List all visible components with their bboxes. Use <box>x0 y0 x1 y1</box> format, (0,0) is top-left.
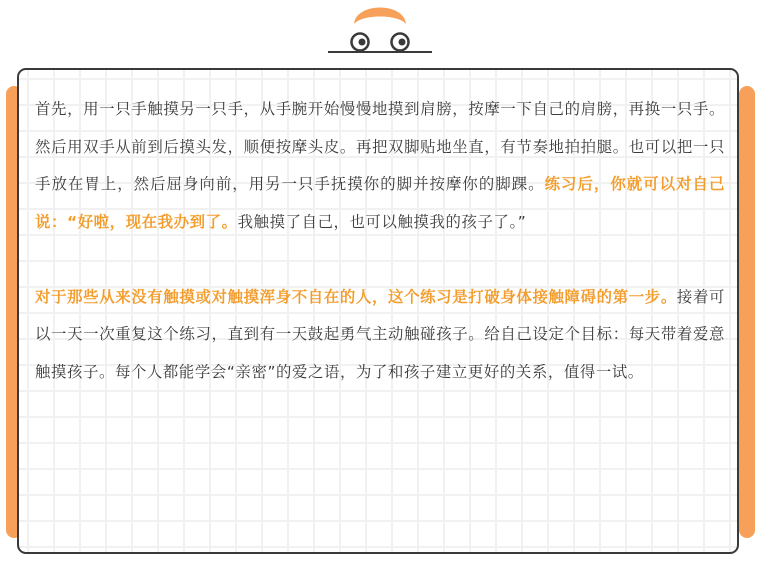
text-card <box>17 68 739 554</box>
article-text <box>35 91 725 391</box>
paragraph-2-text: 接着可以一天一次重复这个练习，直到有一天鼓起勇气主动触碰孩子。给自己设定个目标：每天带着爱意触摸孩子。每个人都能学会“亲密”的爱之语，为了和孩子建立更好的关系，值得一试。 <box>35 287 725 381</box>
mascot-icon <box>320 0 440 60</box>
paragraph-2 <box>35 279 725 392</box>
paragraph-spacer <box>35 241 725 279</box>
paragraph-2-highlight: 对于那些从来没有触摸或对触摸浑身不自在的人，这个练习是打破身体接触障碍的第一步。 <box>35 287 677 306</box>
paragraph-1 <box>35 91 725 241</box>
paragraph-1-highlight: 练习后，你就可以对自己说：“好啦，现在我办到了。 <box>35 175 725 231</box>
paragraph-1-ending: 我触摸了自己，也可以触摸我的孩子了。” <box>237 212 527 231</box>
right-accent-bar <box>739 86 755 538</box>
paragraph-1-text: 首先，用一只手触摸另一只手，从手腕开始慢慢地摸到肩膀，按摩一下自己的肩膀，再换一只手。然后用双手从前到后摸头发，顺便按摩头皮。再把双脚贴地坐直，有节奏地拍拍腿。也可以把一只手放在胃上，然后屈身向前，用另一只手抚摸你的脚并按摩你的脚踝。 <box>35 100 725 193</box>
